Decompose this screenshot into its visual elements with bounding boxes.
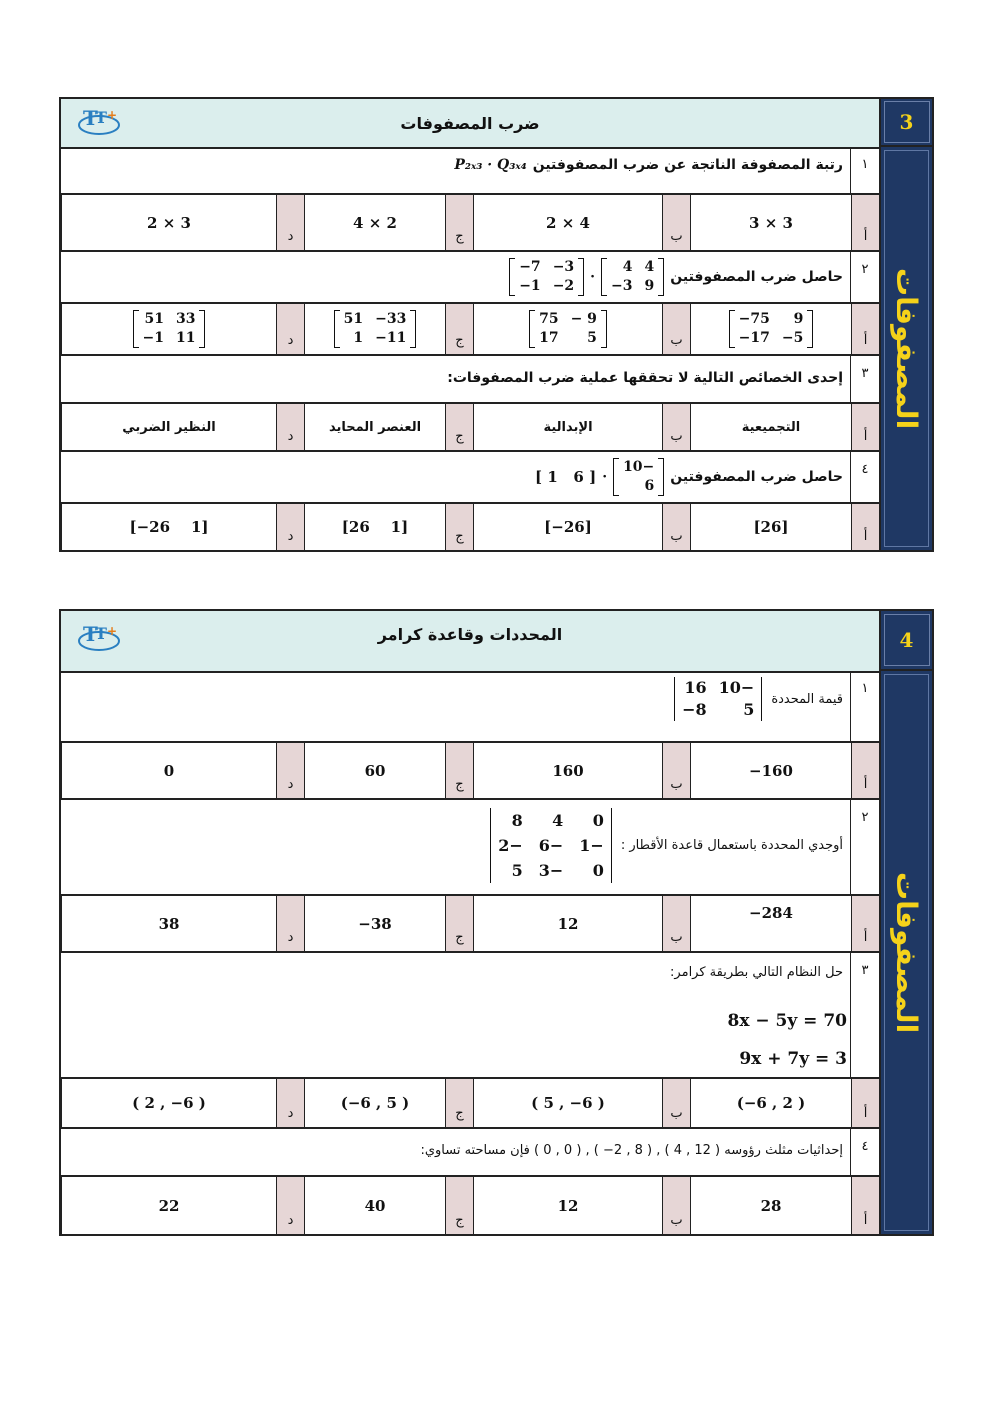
choice-d[interactable]: [−26 1] [61,504,276,550]
choice-d[interactable]: 51 33 −1 11 [61,304,276,354]
question-text: رتبة المصفوفة الناتجة عن ضرب المصفوفتين [532,157,843,173]
answers-row [61,896,879,953]
choice-label-a: أ [851,1079,879,1127]
answers-row [61,743,879,800]
choice-label-a: أ [851,404,879,450]
choice-label-b: ب [662,743,690,798]
question-text: حاصل ضرب المصفوفتين [670,269,843,285]
choice-d[interactable]: ( 2 , −6 ) [61,1079,276,1127]
choice-c[interactable]: 4 × 2 [304,195,445,250]
choice-label-d: د [276,743,304,798]
matrix-b: −7 −3 −1 −2 [509,258,584,296]
choice-label-c: ج [445,743,473,798]
choice-label-a: أ [851,304,879,354]
choice-a[interactable]: −75 9 −17 −5 [690,304,851,354]
question-text: قيمة المحددة [771,691,843,707]
choice-b[interactable]: [−26] [473,504,662,550]
choice-label-d: د [276,404,304,450]
choice-label-b: ب [662,304,690,354]
choice-c[interactable]: العنصر المحايد [304,404,445,450]
question-text: أوجدي المحددة باستعمال قاعدة الأقطار : [620,838,843,853]
choice-label-b: ب [662,404,690,450]
column-matrix: 10− 6 [613,458,664,496]
question-2: ٢ أوجدي المحددة باستعمال قاعدة الأقطار : 8 4 0 2− 6− 1− 5 3− 0 [61,800,879,896]
choice-label-a: أ [851,896,879,951]
math-expression: P₂ₓ₃ · Q₃ₓ₄ [454,157,527,173]
logo-icon [75,103,125,141]
choice-d[interactable]: 2 × 3 [61,195,276,250]
answers-row [61,304,879,356]
choice-label-b: ب [662,504,690,550]
choice-label-c: ج [445,504,473,550]
equation-1: 8x − 5y = 70 [727,1011,847,1031]
svg-text:T: T [95,624,107,643]
choice-label-a: أ [851,195,879,250]
determinant-2x2: 16 10− −8 5 [671,677,765,721]
section-title: ضرب المصفوفات [400,113,540,133]
choice-label-a: أ [851,743,879,798]
choice-label-c: ج [445,195,473,250]
choice-label-d: د [276,304,304,354]
choice-label-d: د [276,504,304,550]
section-header [61,611,879,673]
choice-b[interactable]: 160 [473,743,662,798]
svg-text:T: T [95,108,107,127]
answers-row [61,195,879,252]
choice-label-a: أ [851,504,879,550]
equation-2: 9x + 7y = 3 [739,1049,847,1069]
question-1: ١ قيمة المحددة 16 10− −8 5 [61,671,879,743]
choice-label-c: ج [445,304,473,354]
choice-a[interactable]: 3 × 3 [690,195,851,250]
choice-label-d: د [276,1079,304,1127]
choice-a[interactable]: [26] [690,504,851,550]
section-number: 4 [879,611,932,671]
choice-a[interactable]: التجميعية [690,404,851,450]
question-text: حاصل ضرب المصفوفتين [670,469,843,485]
choice-label-c: ج [445,896,473,951]
answers-row [61,1177,879,1234]
question-2: ٢ حاصل ضرب المصفوفتين 4 4 −3 9 · −7 −3 −1 −2 [61,252,879,304]
choice-c[interactable]: 51 −33 1 −11 [304,304,445,354]
row-matrix: [ 1 6 ] [534,468,597,486]
question-4: ٤ إحداثيات مثلث رؤوسه ( 12 , 4 ) , ( 8 , 2− ) , ( 0 , 0 ) فإن مساحته تساوي: [61,1129,879,1177]
choice-label-c: ج [445,1177,473,1234]
choice-a[interactable]: −284 [690,896,851,951]
choice-c[interactable]: [26 1] [304,504,445,550]
logo-icon [75,619,125,657]
svg-text:+: + [107,108,118,122]
answers-row [61,1079,879,1129]
choice-label-b: ب [662,896,690,951]
choice-b[interactable]: 2 × 4 [473,195,662,250]
choice-c[interactable]: 60 [304,743,445,798]
section-number: 3 [879,99,932,147]
choice-label-a: أ [851,1177,879,1234]
choice-label-b: ب [662,1079,690,1127]
side-label: المصفوفات [879,671,932,1234]
choice-label-c: ج [445,1079,473,1127]
choice-a[interactable]: −160 [690,743,851,798]
choice-label-c: ج [445,404,473,450]
question-text: حل النظام التالي بطريقة كرامر: [670,965,843,980]
choice-c[interactable]: 40 [304,1177,445,1234]
question-text: إحداثيات مثلث رؤوسه ( 12 , 4 ) , ( 8 , 2− ) , ( 0 , 0 ) فإن مساحته تساوي: [420,1143,843,1158]
side-label: المصفوفات [879,147,932,550]
section-title: المحددات وقاعدة كرامر [377,624,563,644]
answers-row [61,404,879,452]
question-text: إحدى الخصائص التالية لا تحققها عملية ضرب المصفوفات: [447,370,843,386]
choice-a[interactable]: 28 [690,1177,851,1234]
answers-row [61,504,879,550]
section-3 [59,97,934,552]
question-3: ٣ إحدى الخصائص التالية لا تحققها عملية ضرب المصفوفات: [61,356,879,404]
choice-b[interactable]: 75 − 9 17 5 [473,304,662,354]
choice-d[interactable]: 22 [61,1177,276,1234]
choice-b[interactable]: 12 [473,896,662,951]
choice-d[interactable]: 38 [61,896,276,951]
choice-d[interactable]: 0 [61,743,276,798]
choice-label-d: د [276,896,304,951]
choice-b[interactable]: ( 5 , −6 ) [473,1079,662,1127]
determinant-3x3: 8 4 0 2− 6− 1− 5 3− 0 [487,808,615,883]
choice-a[interactable]: (−6 , 2 ) [690,1079,851,1127]
choice-label-d: د [276,1177,304,1234]
choice-label-b: ب [662,1177,690,1234]
matrix-a: 4 4 −3 9 [601,258,664,296]
section-4 [59,609,934,1236]
question-1: ١ رتبة المصفوفة الناتجة عن ضرب المصفوفتين P₂ₓ₃ · Q₃ₓ₄ [61,147,879,195]
question-4: ٤ حاصل ضرب المصفوفتين 10− 6 · [ 1 6 ] [61,452,879,504]
choice-d[interactable]: النظير الضربي [61,404,276,450]
choice-b[interactable]: 12 [473,1177,662,1234]
svg-text:T: T [83,106,98,130]
choice-label-b: ب [662,195,690,250]
question-3: ٣ حل النظام التالي بطريقة كرامر: 8x − 5y = 70 9x + 7y = 3 [61,953,879,1079]
choice-c[interactable]: −38 [304,896,445,951]
svg-text:+: + [107,624,118,638]
choice-b[interactable]: الإبدالية [473,404,662,450]
choice-c[interactable]: (−6 , 5 ) [304,1079,445,1127]
section-header [61,99,879,149]
choice-label-d: د [276,195,304,250]
svg-text:T: T [83,622,98,646]
